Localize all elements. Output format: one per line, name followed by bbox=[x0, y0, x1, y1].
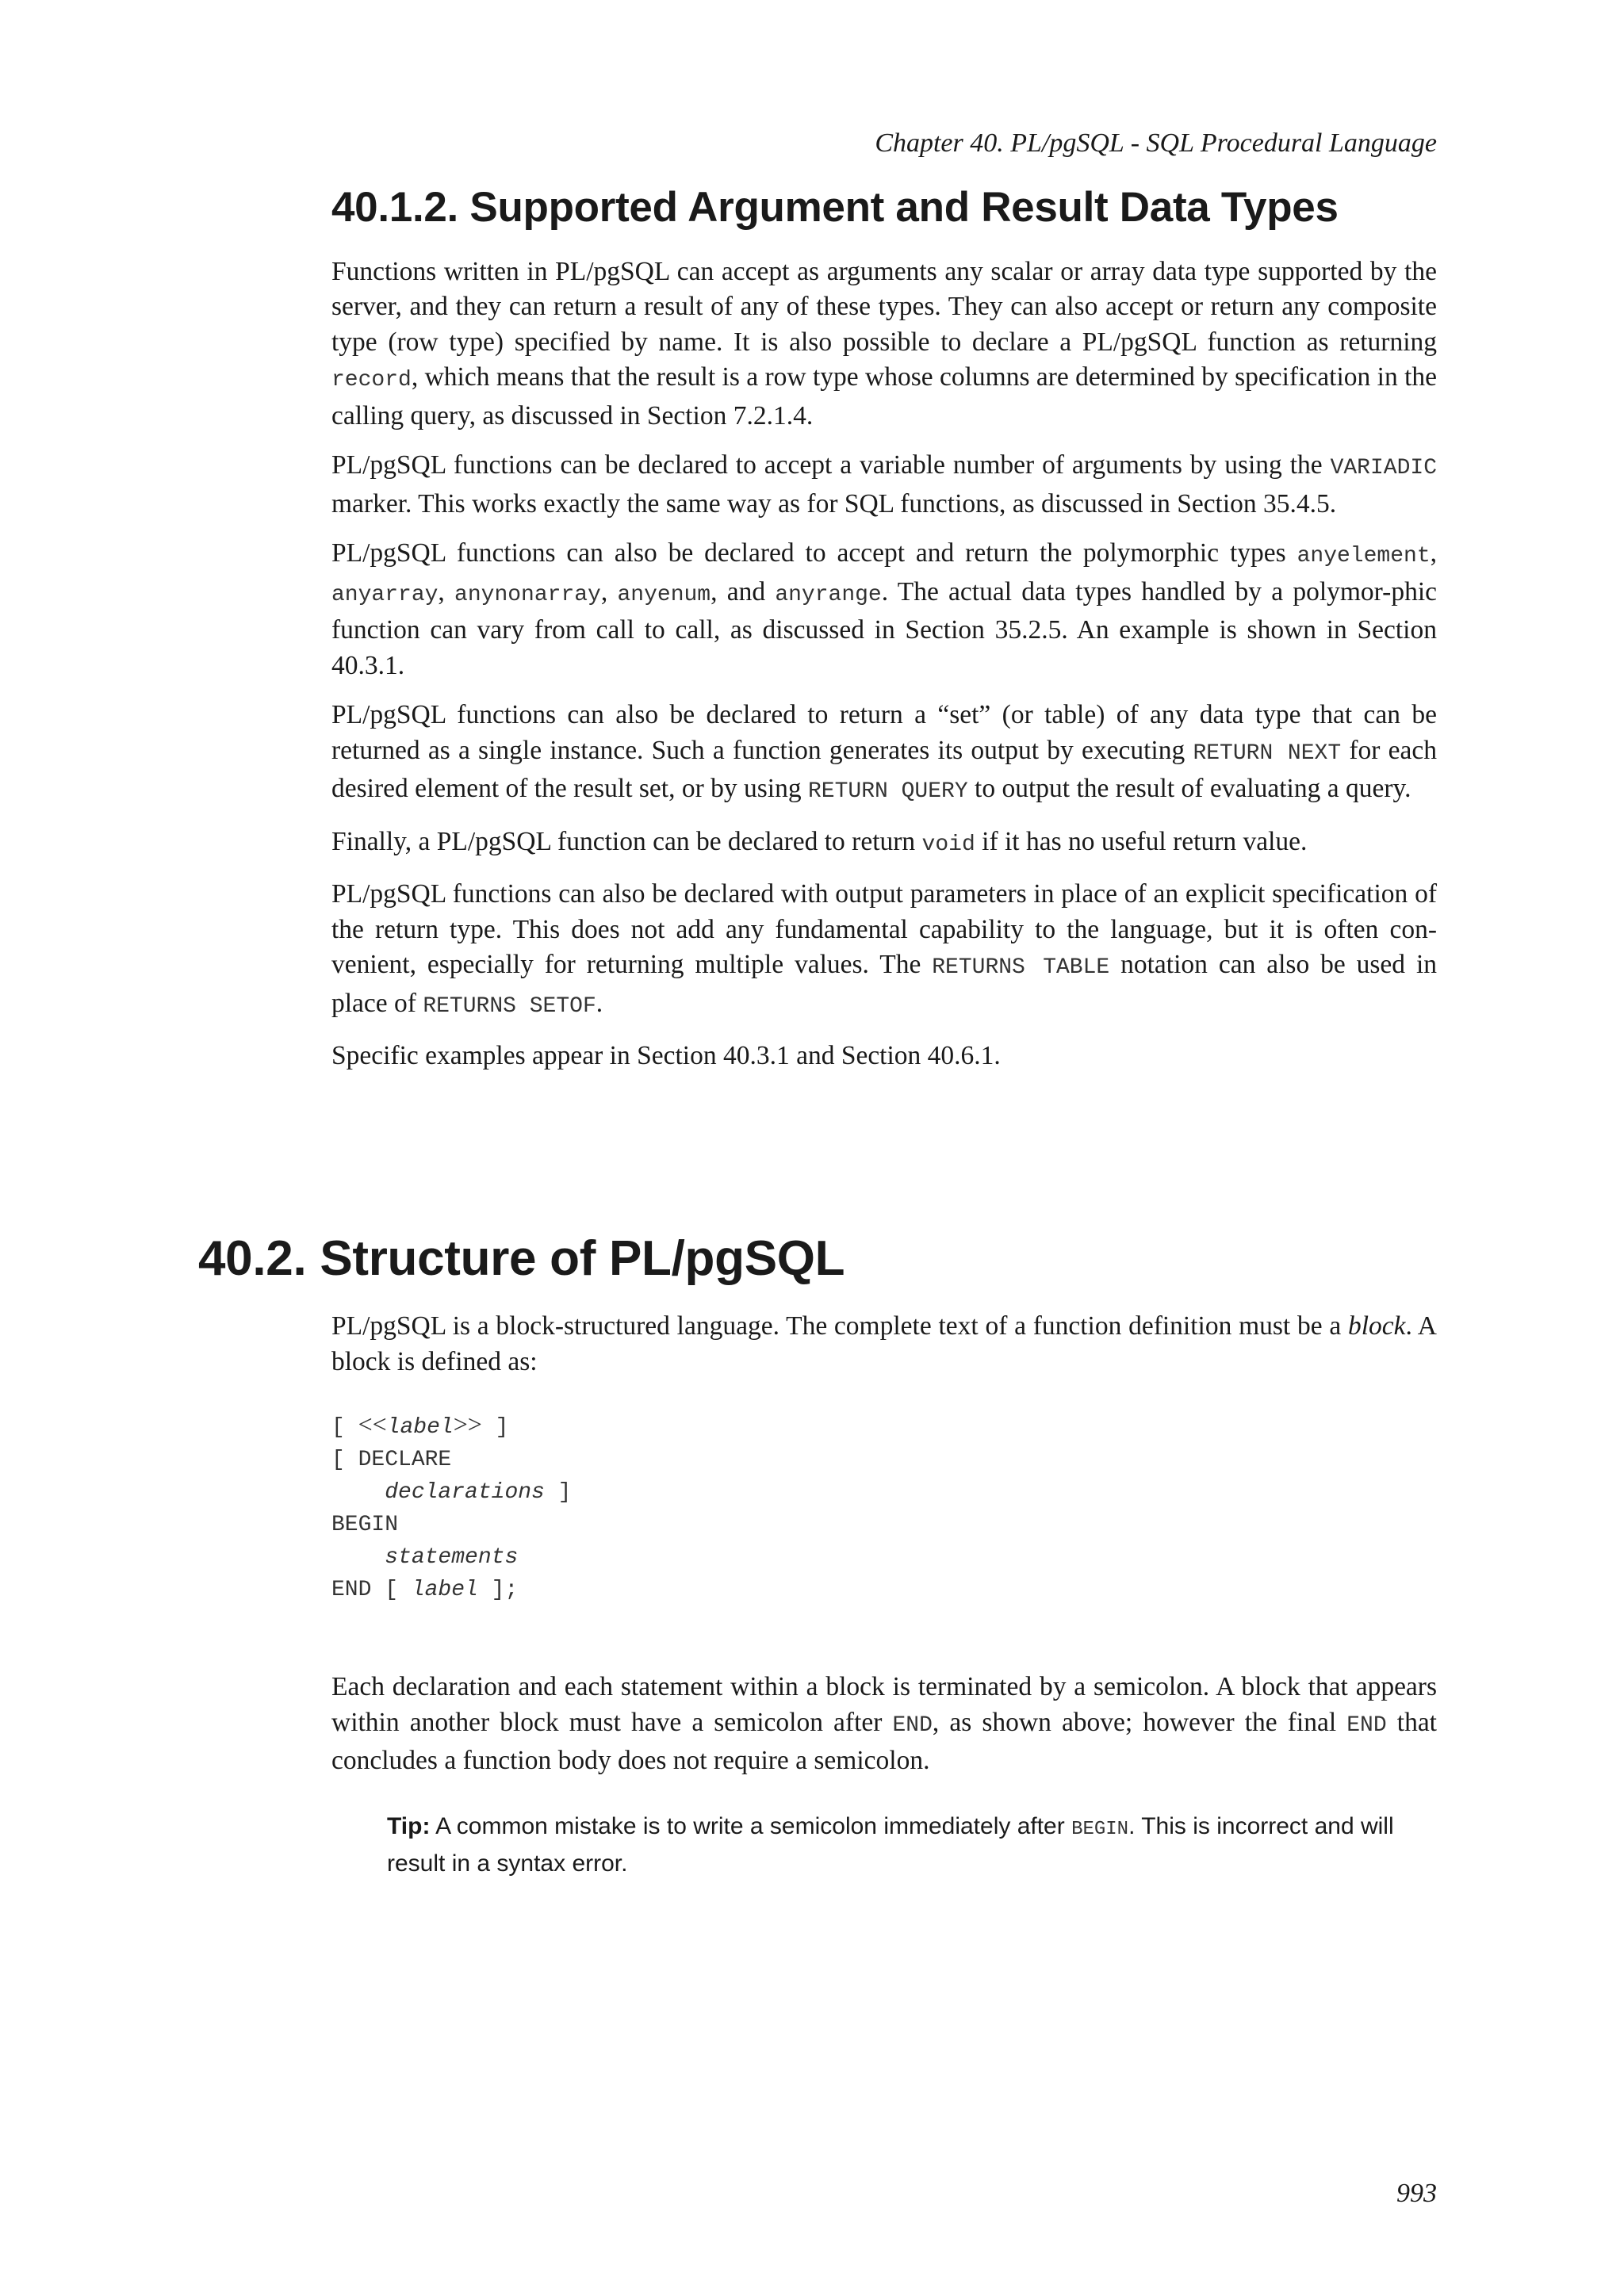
paragraph: PL/pgSQL is a block-structured language. The complete text of a function definition must be a block. A block is defined as: bbox=[331, 1311, 1437, 1376]
paragraph: Specific examples appear in Section 40.3.1 and Section 40.6.1. bbox=[331, 1041, 1001, 1071]
code-block: [ <<label>> ] [ DECLARE declarations ] BEGIN statements END [ label ]; bbox=[331, 1410, 572, 1603]
paragraph: PL/pgSQL functions can be declared to accept a variable number of arguments by using the VARIADIC marker. This works exactly the same way as for SQL functions, as discussed in Section 35.4.5. bbox=[331, 450, 1437, 519]
section-40-2 bbox=[198, 1230, 1437, 1881]
page-number: 993 bbox=[1396, 2179, 1437, 2208]
running-header: Chapter 40. PL/pgSQL - SQL Procedural Language bbox=[875, 128, 1437, 158]
paragraph: PL/pgSQL functions can also be declared to accept and return the polymorphic types anyelement, anyarray, anynonarray, anyenum, and anyrange. The actual data types handled by a polymor-phic function can vary from call to call, as discussed in Section 35.2.5. An example is shown in Section 40.3.1. bbox=[331, 538, 1437, 680]
paragraph: PL/pgSQL functions can also be declared to return a “set” (or table) of any data type that can be returned as a single instance. Such a function generates its output by executing RETURN NEXT for each desired element of the result set, or by using RETURN QUERY to output the result of evaluating a query. bbox=[331, 700, 1437, 805]
section-heading: 40.1.2. Supported Argument and Result Data Types bbox=[331, 184, 1339, 231]
paragraph: Finally, a PL/pgSQL function can be declared to return void if it has no useful return value. bbox=[331, 826, 1308, 857]
paragraph: Functions written in PL/pgSQL can accept as arguments any scalar or array data type supported by the server, and they can return a result of any of these types. They can also accept or return any composite type (row type) specified by name. It is also possible to declare a PL/pgSQL function as returning record, which means that the result is a row type whose columns are determined by specification in the calling query, as discussed in Section 7.2.1.4. bbox=[331, 256, 1437, 430]
chapter-section-heading: 40.2. Structure of PL/pgSQL bbox=[198, 1231, 845, 1286]
section-40-1-2 bbox=[331, 184, 1437, 1089]
tip-label: Tip: bbox=[387, 1812, 431, 1839]
paragraph: Each declaration and each statement within a block is terminated by a semicolon. A block that appears within another block must have a semicolon after END, as shown above; however the final END that concludes a function body does not require a semicolon. bbox=[331, 1672, 1437, 1776]
tip-note: Tip: A common mistake is to write a semicolon immediately after BEGIN. This is incorrect and will result in a syntax error. bbox=[387, 1812, 1394, 1877]
paragraph: PL/pgSQL functions can also be declared with output parameters in place of an explicit specification of the return type. This does not add any fundamental capability to the language, but it is often con-venient, especially for returning multiple values. The RETURNS TABLE notation can also be used in place of RETURNS SETOF. bbox=[331, 879, 1438, 1019]
